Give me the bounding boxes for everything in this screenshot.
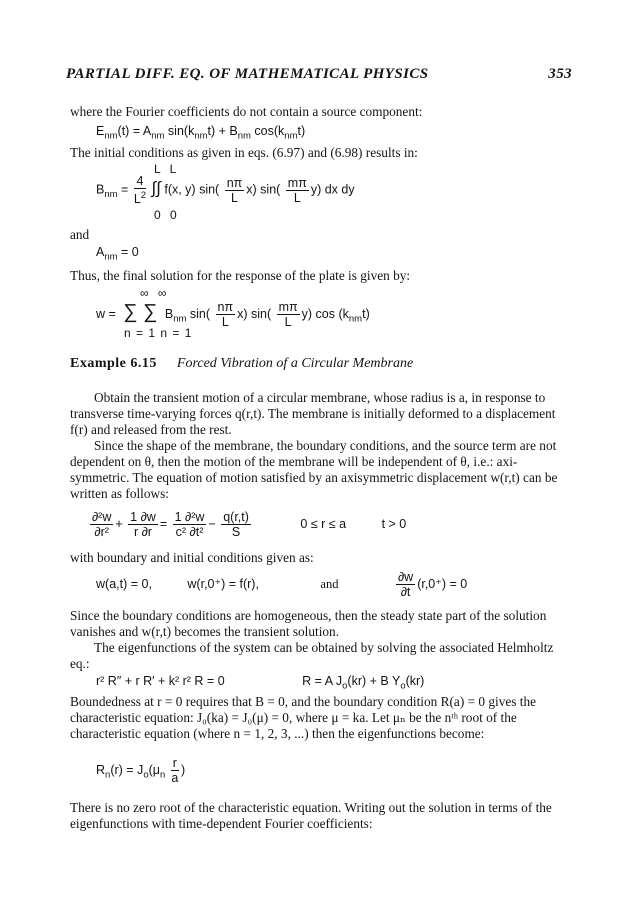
- paragraph: The initial conditions as given in eqs. (6.97) and (6.98) results in:: [70, 145, 418, 160]
- header-title: PARTIAL DIFF. EQ. OF MATHEMATICAL PHYSICS: [66, 66, 429, 82]
- paragraph: The eigenfunctions of the system can be obtained by solving the associated Helmholtz eq.:: [70, 640, 554, 671]
- paragraph: Thus, the final solution for the response of the plate is given by:: [70, 268, 411, 283]
- running-header: [66, 66, 572, 83]
- equation-w-solution: w = ∑ ∑ $B_{nm}$ sin( $\frac{n\pi}{L}$ x) sin( $\frac{m\pi}{L}$ y) $\cos (k_{nm}t)$: [96, 300, 370, 329]
- paragraph: Since the boundary conditions are homogeneous, then the steady state part of the solution vanishes and w(r,t) becomes the transient solution.: [70, 608, 547, 639]
- example-label: Example 6.15: [70, 356, 157, 371]
- equation-helmholtz: r² R″ + r R′ + k² r² R = 0 R = A $J_o(kr) + B$ $Y_o(kr)$: [96, 674, 425, 692]
- paragraph: Boundedness at r = 0 requires that B = 0, and the boundary condition R(a) = 0 gives the characteristic equation: J₀(ka) = J₀(μ) = 0, where μ = ka. Let μₙ be the nᵗʰ root of the characteristic equation (where n = 1, 2, 3, ...) then the eigenfunctions become:: [70, 694, 537, 741]
- sum-upper-limits: ∞ ∞: [140, 286, 170, 300]
- equation-motion: $\frac{\text{∂²w}}{\text{∂r²}}$ + $\frac{1 \partial w}{r \partial r}$ = $\frac{\text{1 ∂²w}}{\text{c² ∂t²}}$ − $\frac{q(r,t)}{S}$ 0 ≤ r ≤ a t > 0: [92, 510, 407, 539]
- equation-conditions: w(a,t) = 0, w(r,0⁺) = f(r), and $\frac{\partial w}{\partial t}$ (r,0⁺) = 0: [96, 570, 468, 599]
- integral-upper-limits: L L: [154, 162, 180, 176]
- example-heading: [70, 356, 413, 372]
- equation-eigenfunction: $R_n(r) = J_o(\mu_n$ $\frac{r}{a}$ ): [96, 756, 186, 785]
- paragraph: There is no zero root of the characteristic equation. Writing out the solution in terms of the eigenfunctions with time-dependent Fourier coefficients:: [70, 800, 552, 831]
- page-number: 353: [548, 66, 572, 82]
- paragraph: Obtain the transient motion of a circular membrane, whose radius is a, in response to transverse time-varying forces q(r,t). The membrane is initially deformed to a displacement f(r) and released from the rest.: [70, 390, 556, 437]
- paragraph: with boundary and initial conditions given as:: [70, 550, 314, 565]
- example-title: Forced Vibration of a Circular Membrane: [176, 356, 414, 371]
- equation-a-nm: $A_{nm} = 0$: [96, 245, 139, 263]
- paragraph: and: [70, 227, 90, 242]
- equation-b-nm: $B_{nm}$ = $\frac{4}{L^2}$ ∫∫ f(x, y) sin( $\frac{n\pi}{L}$ x) sin( $\frac{m\pi}{L}$ y) dx dy: [96, 174, 355, 207]
- paragraph: Since the shape of the membrane, the boundary conditions, and the source term are not dependent on θ, then the motion of the membrane will be independent of θ, i.e.: axi-symmetric. The equation of motion satisfied by an axisymmetric displacement w(r,t) can be written as follows:: [70, 438, 558, 501]
- sum-lower-limits: n = 1 n = 1: [124, 326, 193, 340]
- paragraph: where the Fourier coefficients do not contain a source component:: [70, 104, 423, 119]
- equation-e-nm: $E_{nm}(t) = A_{nm}$ $\sin(k_{nm}t) + B_{nm}$ $\cos(k_{nm}t)$: [96, 124, 306, 142]
- integral-lower-limits: 0 0: [154, 208, 180, 222]
